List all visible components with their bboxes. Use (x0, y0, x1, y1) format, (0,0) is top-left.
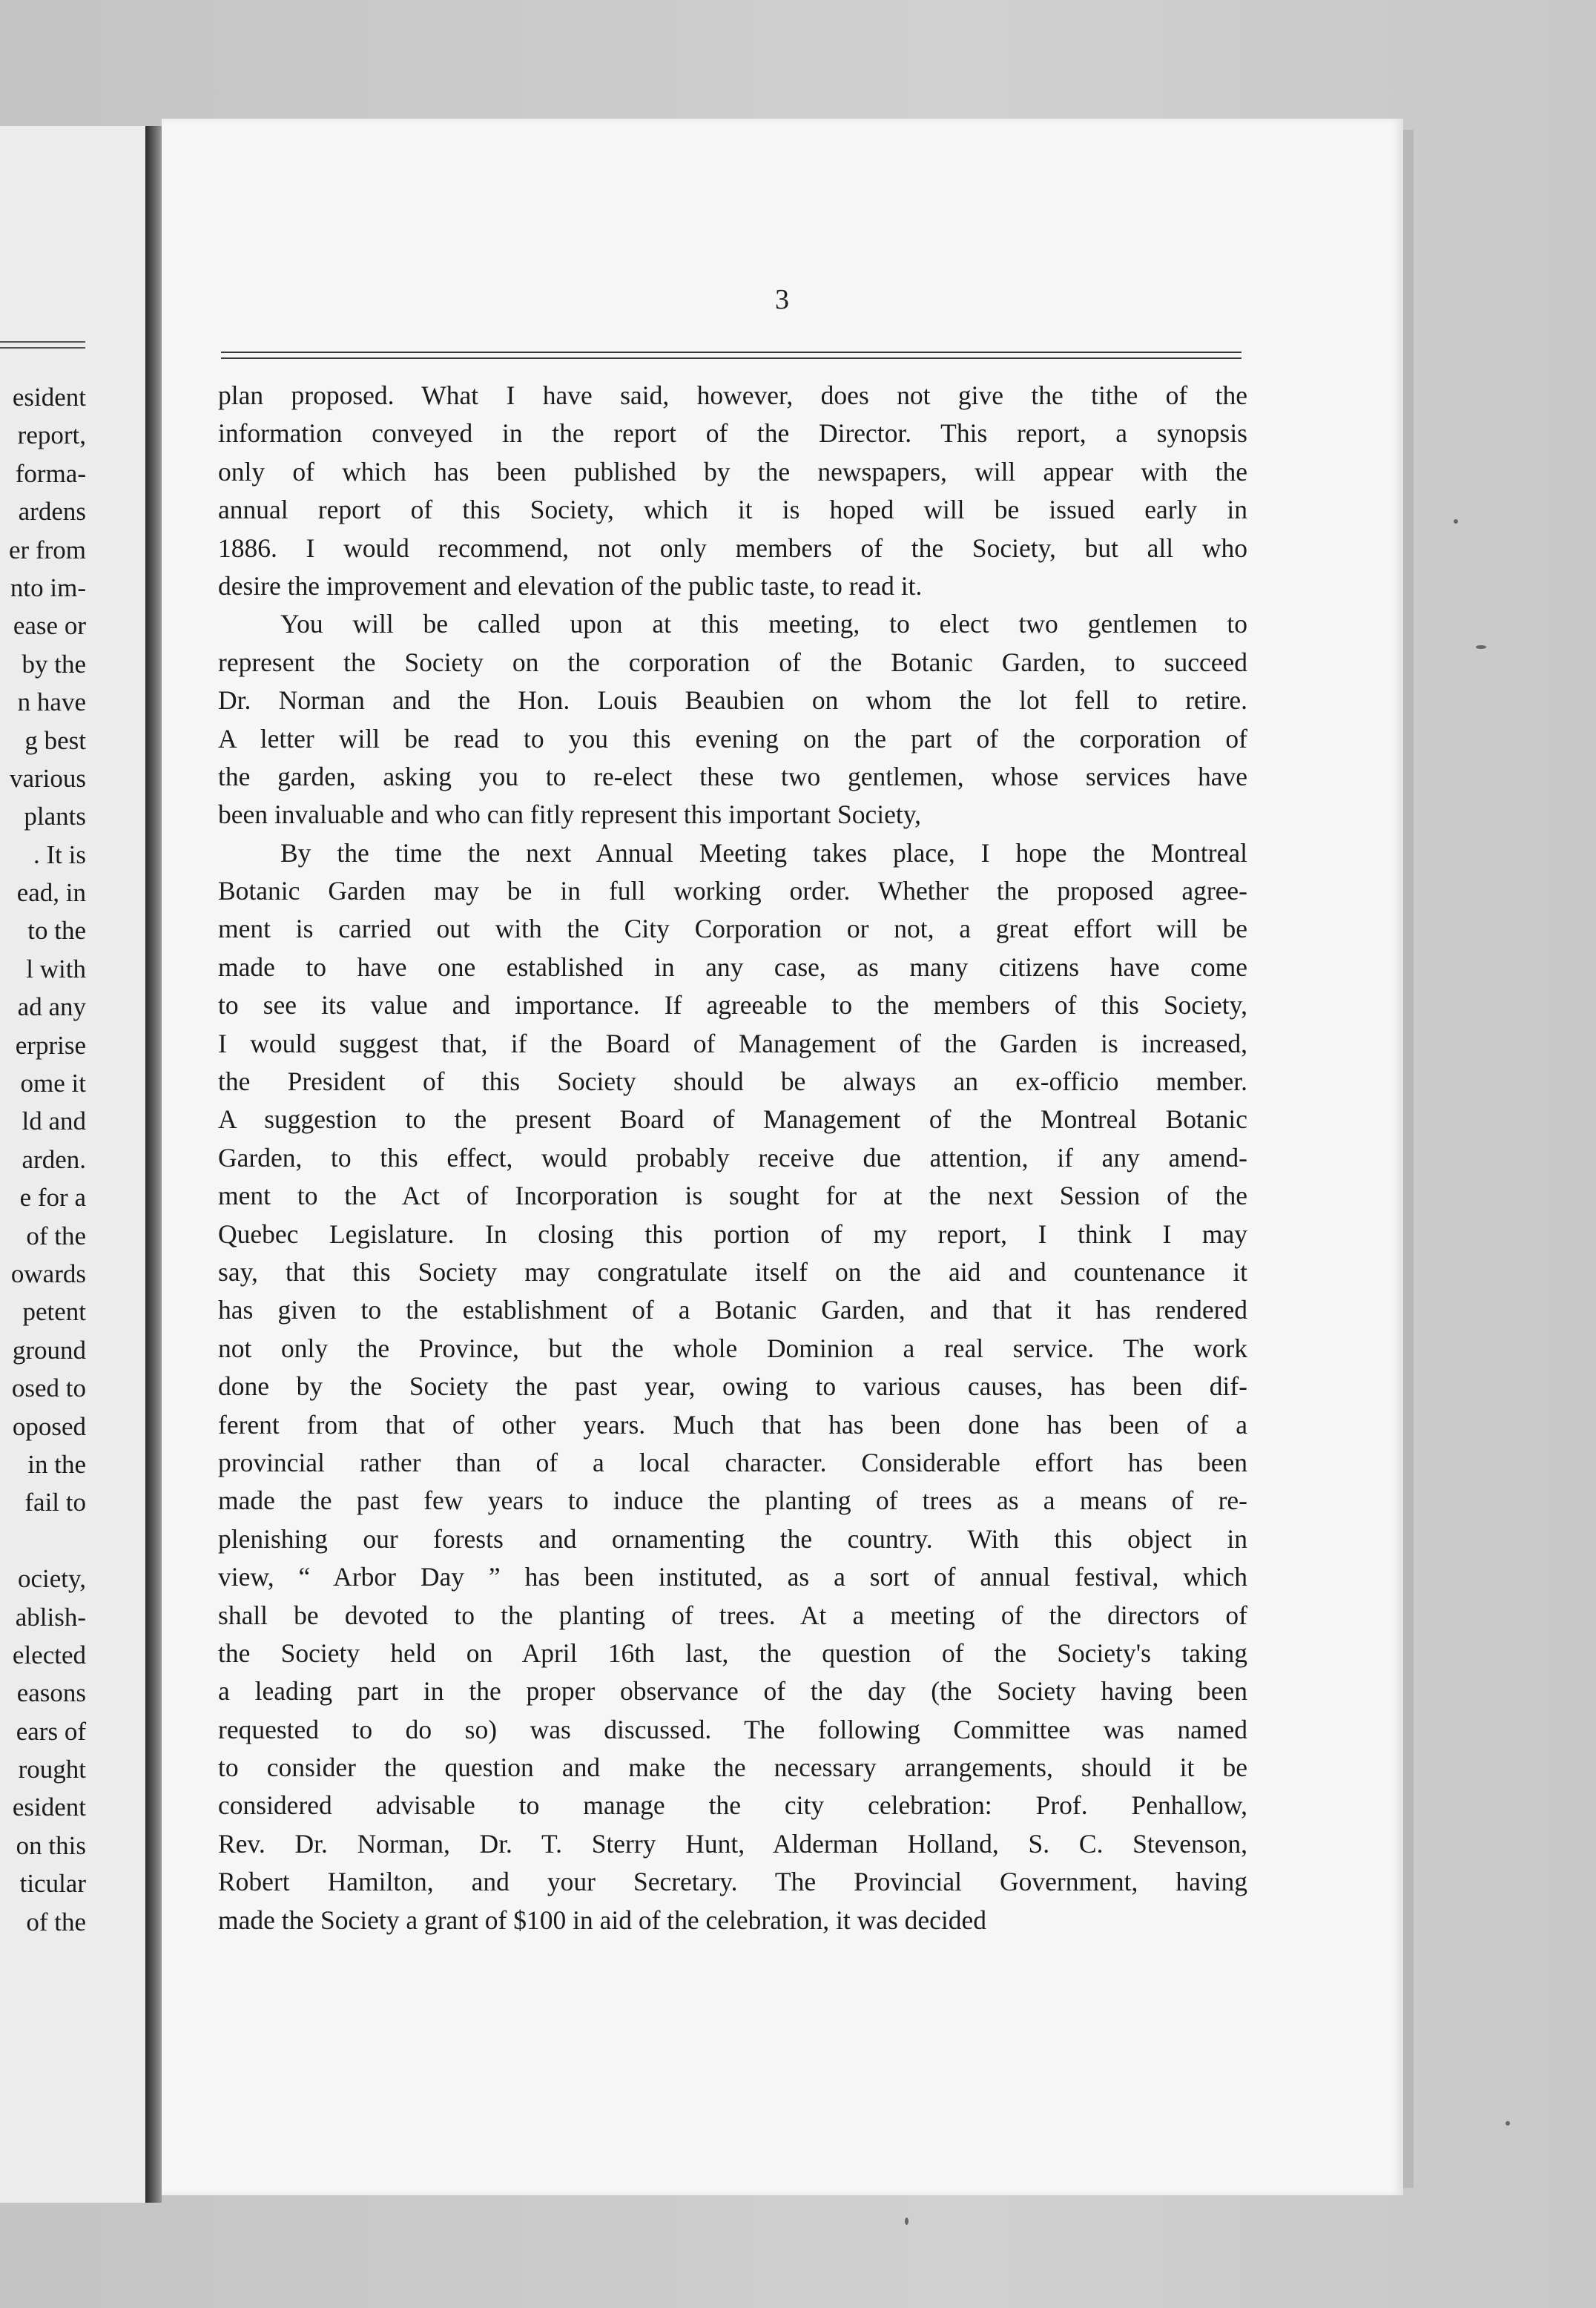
text-line: to consider the question and make the necessary arrangements, should it be (218, 1753, 1247, 1783)
text-line: plan proposed. What I have said, however, does not give the tithe of the (218, 380, 1247, 410)
page-number: 3 (775, 284, 790, 315)
left-page-text-fragments (0, 378, 86, 1941)
text-line: not only the Province, but the whole Dominion a real service. The work (218, 1333, 1247, 1363)
left-text-fragment: ld and (22, 1107, 86, 1136)
left-page-rule (0, 341, 85, 343)
text-line: made to have one established in any case, as many citizens have come (218, 952, 1247, 982)
text-line: a leading part in the proper observance of the day (the Society having been (218, 1676, 1247, 1707)
text-line: Botanic Garden may be in full working order. Whether the proposed agree- (218, 876, 1247, 906)
left-text-fragment: fail to (24, 1488, 86, 1517)
left-text-fragment: ome it (20, 1069, 86, 1098)
text-line: shall be devoted to the planting of trees. At a meeting of the directors of (218, 1600, 1247, 1630)
left-text-fragment: by the (22, 649, 86, 679)
text-line: has given to the establishment of a Botanic Garden, and that it has rendered (218, 1295, 1247, 1325)
left-text-fragment: ardens (18, 497, 86, 527)
text-line: Quebec Legislature. In closing this portion of my report, I think I may (218, 1219, 1247, 1249)
left-text-fragment: arden. (22, 1144, 86, 1174)
text-line: only of which has been published by the newspapers, will appear with the (218, 456, 1247, 487)
left-text-fragment: l with (26, 954, 86, 983)
left-facing-page (0, 126, 148, 2203)
left-text-fragment: to the (27, 916, 86, 946)
left-text-fragment: rought (18, 1755, 86, 1784)
left-text-fragment: of the (26, 1907, 86, 1936)
left-text-fragment (0, 1522, 86, 1560)
left-text-fragment: ease or (13, 611, 86, 641)
text-line: plenishing our forests and ornamenting the country. With this object in (218, 1523, 1247, 1554)
text-line: made the Society a grant of $100 in aid of the celebration, it was decided (218, 1905, 987, 1935)
text-line: ferent from that of other years. Much that has been done has been of a (218, 1409, 1247, 1440)
left-text-fragment: ears of (16, 1716, 86, 1746)
left-text-fragment: various (9, 763, 86, 793)
left-text-fragment: petent (22, 1297, 86, 1327)
left-text-fragment: ead, in (16, 878, 86, 908)
scan-speck (1454, 519, 1458, 524)
text-line: made the past few years to induce the planting of trees as a means of re- (218, 1486, 1247, 1516)
left-text-fragment: ablish- (15, 1602, 86, 1632)
left-text-fragment: er from (9, 535, 86, 564)
left-text-fragment: easons (16, 1678, 86, 1708)
text-line: Garden, to this effect, would probably receive due attention, if any amend- (218, 1142, 1247, 1173)
book-page (162, 119, 1403, 2195)
left-text-fragment: esident (12, 383, 86, 412)
text-line: ment is carried out with the City Corporation or not, a great effort will be (218, 914, 1247, 944)
text-line: say, that this Society may congratulate itself on the aid and countenance it (218, 1256, 1247, 1287)
text-line: the garden, asking you to re-elect these two gentlemen, whose services have (218, 761, 1247, 791)
left-text-fragment: e for a (19, 1183, 86, 1213)
text-line: Dr. Norman and the Hon. Louis Beaubien on whom the lot fell to retire. (218, 685, 1247, 716)
text-line: been invaluable and who can fitly represent this important Society, (218, 799, 922, 830)
left-text-fragment: elected (12, 1640, 86, 1669)
left-text-fragment: report, (17, 421, 86, 450)
left-text-fragment: ociety, (18, 1564, 86, 1594)
text-line: information conveyed in the report of the Director. This report, a synopsis (218, 418, 1247, 449)
text-line: provincial rather than of a local character. Considerable effort has been (218, 1447, 1247, 1477)
text-line: to see its value and importance. If agreeable to the members of this Society, (218, 990, 1247, 1021)
text-line: the Society held on April 16th last, the question of the Society's taking (218, 1638, 1247, 1668)
text-line: desire the improvement and elevation of the public taste, to read it. (218, 570, 923, 601)
left-text-fragment: ticular (19, 1869, 86, 1899)
left-text-fragment: . It is (33, 840, 86, 869)
scan-speck (905, 2218, 909, 2225)
left-text-fragment: in the (27, 1449, 86, 1479)
left-text-fragment: on this (16, 1830, 86, 1860)
page-body-text (218, 377, 1247, 1939)
left-text-fragment: owards (10, 1259, 86, 1288)
left-text-fragment: oposed (12, 1411, 86, 1441)
left-text-fragment: esident (12, 1793, 86, 1822)
scan-speck (1506, 2121, 1510, 2126)
text-line: 1886. I would recommend, not only members of the Society, but all who (218, 533, 1247, 563)
left-text-fragment: nto im- (10, 573, 86, 602)
text-line: requested to do so) was discussed. The following Committee was named (218, 1714, 1247, 1744)
text-line: considered advisable to manage the city celebration: Prof. Penhallow, (218, 1790, 1247, 1821)
left-text-fragment: forma- (15, 458, 86, 488)
left-text-fragment: osed to (11, 1374, 86, 1403)
header-rule (221, 352, 1241, 353)
text-line: I would suggest that, if the Board of Management of the Garden is increased, (218, 1028, 1247, 1058)
text-line: Rev. Dr. Norman, Dr. T. Sterry Hunt, Alderman Holland, S. C. Stevenson, (218, 1828, 1247, 1859)
text-line: By the time the next Annual Meeting takes place, I hope the Montreal (280, 837, 1247, 868)
left-text-fragment: erprise (15, 1030, 86, 1060)
left-text-fragment: plants (24, 802, 86, 831)
text-line: represent the Society on the corporation of the Botanic Garden, to succeed (218, 647, 1247, 677)
text-line: the President of this Society should be always an ex-officio member. (218, 1066, 1247, 1097)
text-line: view, “ Arbor Day ” has been instituted, as a sort of annual festival, which (218, 1562, 1247, 1592)
text-line: ment to the Act of Incorporation is sought for at the next Session of the (218, 1181, 1247, 1211)
text-line: done by the Society the past year, owing to various causes, has been dif- (218, 1371, 1247, 1402)
left-text-fragment: ad any (17, 992, 86, 1022)
text-line: A letter will be read to you this evening on the part of the corporation of (218, 723, 1247, 754)
text-line: Robert Hamilton, and your Secretary. The Provincial Government, having (218, 1867, 1247, 1897)
header-rule (221, 357, 1241, 359)
text-line: annual report of this Society, which it is hoped will be issued early in (218, 495, 1247, 525)
left-text-fragment: n have (17, 688, 86, 717)
left-text-fragment: g best (24, 725, 86, 755)
left-page-rule (0, 347, 85, 349)
left-text-fragment: ground (12, 1335, 86, 1365)
text-line: A suggestion to the present Board of Management of the Montreal Botanic (218, 1104, 1247, 1135)
scan-speck (1476, 645, 1486, 649)
page-edge (1403, 130, 1414, 2188)
book-spine (145, 126, 162, 2203)
text-line: You will be called upon at this meeting, to elect two gentlemen to (280, 609, 1247, 639)
left-text-fragment: of the (26, 1221, 86, 1250)
